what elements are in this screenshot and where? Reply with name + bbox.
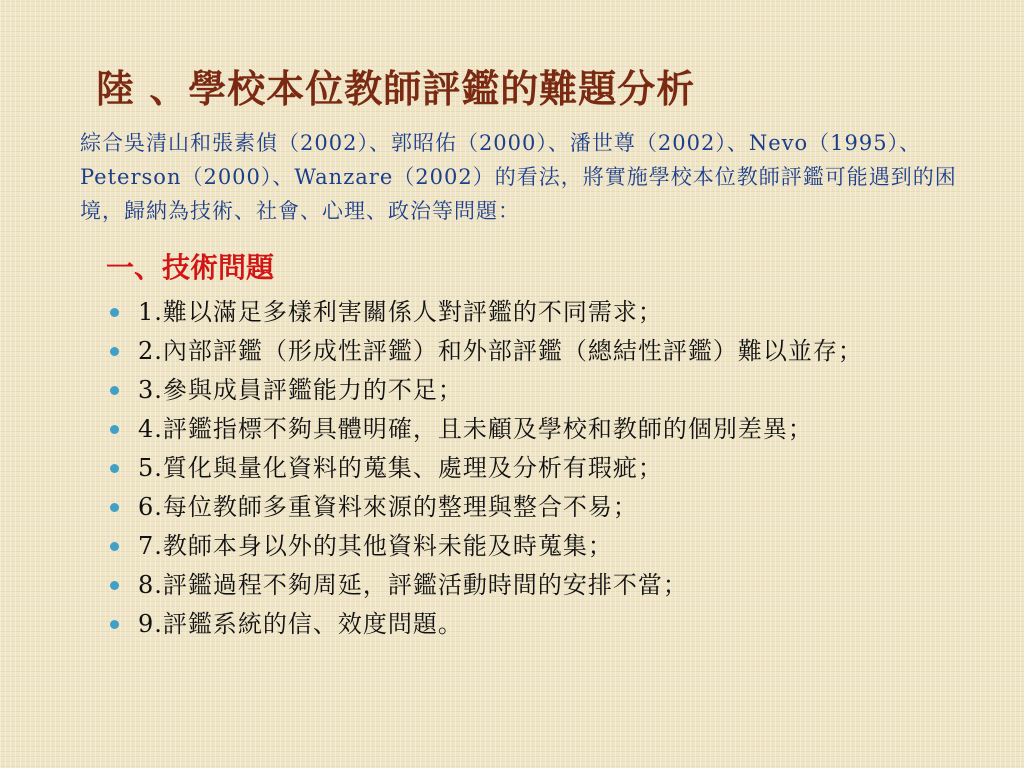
list-item-text: 8.評鑑過程不夠周延，評鑑活動時間的安排不當；: [138, 571, 688, 599]
list-item: [106, 413, 956, 446]
list-item: [106, 374, 956, 407]
list-item: [106, 569, 956, 602]
list-item: [106, 335, 956, 368]
list-item-text: 5.質化與量化資料的蒐集、處理及分析有瑕疵；: [138, 454, 663, 482]
bullet-icon: [110, 542, 119, 551]
bullet-icon: [110, 386, 119, 395]
list-item: [106, 296, 956, 329]
list-item-text: 4.評鑑指標不夠具體明確，且未顧及學校和教師的個別差異；: [138, 415, 813, 443]
bullet-icon: [110, 620, 119, 629]
bullet-icon: [110, 464, 119, 473]
bullet-icon: [110, 425, 119, 434]
intro-paragraph: 綜合吳清山和張素偵（2002）、郭昭佑（2000）、潘世尊（2002）、Nevo（1995）、Peterson（2000）、Wanzare（2002）的看法，將實施學校本位教師評鑑可能遇到的困境，歸納為技術、社會、心理、政治等問題：: [80, 131, 957, 223]
list-item: [106, 491, 956, 524]
bullet-icon: [110, 347, 119, 356]
list-item-text: 3.參與成員評鑑能力的不足；: [138, 376, 463, 404]
bullet-icon: [110, 308, 119, 317]
bullet-icon: [110, 503, 119, 512]
problem-list: [106, 296, 956, 647]
slide-title: 陸 、學校本位教師評鑑的難題分析: [96, 67, 696, 111]
bullet-icon: [110, 581, 119, 590]
list-item-text: 7.教師本身以外的其他資料未能及時蒐集；: [138, 532, 613, 560]
list-item-text: 9.評鑑系統的信、效度問題。: [138, 610, 463, 638]
list-item: [106, 452, 956, 485]
list-item-text: 1.難以滿足多樣利害關係人對評鑑的不同需求；: [138, 298, 663, 326]
list-item: [106, 530, 956, 563]
list-item-text: 6.每位教師多重資料來源的整理與整合不易；: [138, 493, 638, 521]
list-item: [106, 608, 956, 641]
list-item-text: 2.內部評鑑（形成性評鑑）和外部評鑑（總結性評鑑）難以並存；: [138, 337, 863, 365]
section-heading: 一、技術問題: [106, 251, 275, 284]
